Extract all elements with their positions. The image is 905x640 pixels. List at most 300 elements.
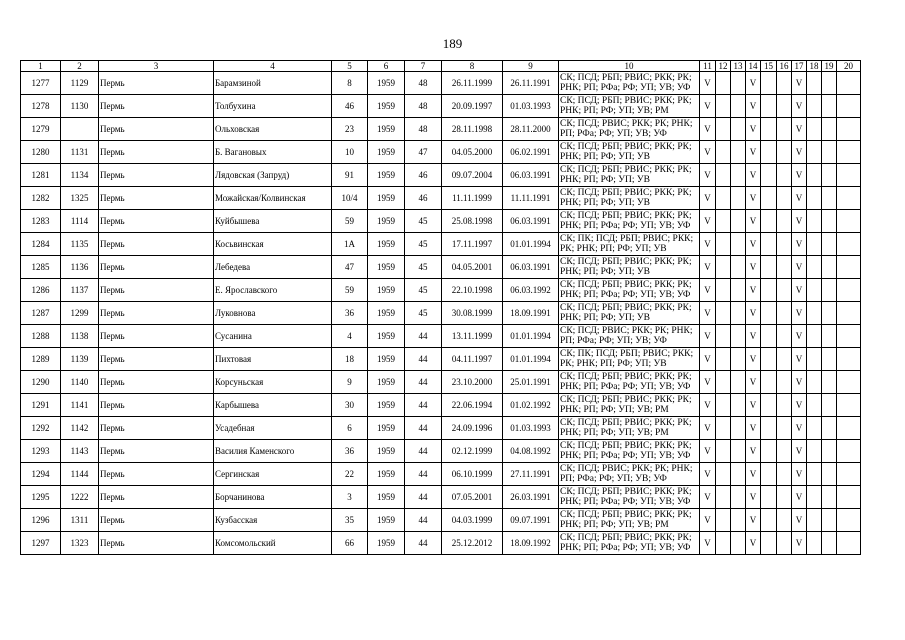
city: Пермь bbox=[99, 417, 214, 440]
mark-col-18 bbox=[807, 371, 822, 394]
mark-col-15 bbox=[761, 302, 777, 325]
date-1: 24.09.1996 bbox=[442, 417, 503, 440]
mark-col-16 bbox=[777, 371, 792, 394]
mark-col-11: V bbox=[700, 440, 716, 463]
year: 1959 bbox=[368, 118, 405, 141]
mark-col-20 bbox=[837, 325, 861, 348]
street: Толбухина bbox=[214, 95, 332, 118]
date-1: 22.06.1994 bbox=[442, 394, 503, 417]
record-id: 1114 bbox=[61, 210, 99, 233]
house-number: 18 bbox=[332, 348, 368, 371]
street: Кузбасская bbox=[214, 509, 332, 532]
mark-col-16 bbox=[777, 279, 792, 302]
record-id: 1140 bbox=[61, 371, 99, 394]
date-2: 26.03.1991 bbox=[503, 486, 559, 509]
mark-col-11: V bbox=[700, 118, 716, 141]
mark-col-14: V bbox=[746, 486, 761, 509]
year: 1959 bbox=[368, 509, 405, 532]
mark-col-19 bbox=[822, 118, 837, 141]
mark-col-16 bbox=[777, 348, 792, 371]
column-header-5: 5 bbox=[332, 61, 368, 72]
year: 1959 bbox=[368, 325, 405, 348]
operations: СК; ПСД; РБП; РВИС; РКК; РК; РНК; РП; РФ; УП; УВ bbox=[559, 141, 700, 164]
age: 45 bbox=[405, 279, 442, 302]
mark-col-11: V bbox=[700, 210, 716, 233]
mark-col-12 bbox=[716, 210, 731, 233]
column-header-15: 15 bbox=[761, 61, 777, 72]
mark-col-19 bbox=[822, 279, 837, 302]
mark-col-18 bbox=[807, 279, 822, 302]
mark-col-17: V bbox=[792, 509, 807, 532]
mark-col-17: V bbox=[792, 141, 807, 164]
mark-col-12 bbox=[716, 486, 731, 509]
record-id: 1311 bbox=[61, 509, 99, 532]
mark-col-19 bbox=[822, 348, 837, 371]
mark-col-17: V bbox=[792, 233, 807, 256]
date-2: 06.03.1992 bbox=[503, 279, 559, 302]
mark-col-17: V bbox=[792, 279, 807, 302]
record-number: 1288 bbox=[21, 325, 61, 348]
street: Косьвинская bbox=[214, 233, 332, 256]
date-2: 11.11.1991 bbox=[503, 187, 559, 210]
city: Пермь bbox=[99, 118, 214, 141]
table-row bbox=[21, 348, 861, 371]
mark-col-17: V bbox=[792, 486, 807, 509]
mark-col-16 bbox=[777, 486, 792, 509]
mark-col-19 bbox=[822, 141, 837, 164]
mark-col-11: V bbox=[700, 72, 716, 95]
mark-col-14: V bbox=[746, 302, 761, 325]
operations: СК; ПК; ПСД; РБП; РВИС; РКК; РК; РНК; РП; РФ; УП; УВ bbox=[559, 233, 700, 256]
street: Корсуньская bbox=[214, 371, 332, 394]
city: Пермь bbox=[99, 187, 214, 210]
mark-col-19 bbox=[822, 164, 837, 187]
mark-col-15 bbox=[761, 141, 777, 164]
city: Пермь bbox=[99, 394, 214, 417]
mark-col-20 bbox=[837, 302, 861, 325]
mark-col-19 bbox=[822, 532, 837, 555]
mark-col-20 bbox=[837, 440, 861, 463]
street: Комсомольский bbox=[214, 532, 332, 555]
column-header-16: 16 bbox=[777, 61, 792, 72]
table-row bbox=[21, 187, 861, 210]
mark-col-19 bbox=[822, 371, 837, 394]
record-number: 1277 bbox=[21, 72, 61, 95]
mark-col-15 bbox=[761, 210, 777, 233]
mark-col-13 bbox=[731, 302, 746, 325]
record-number: 1281 bbox=[21, 164, 61, 187]
mark-col-14: V bbox=[746, 210, 761, 233]
column-header-4: 4 bbox=[214, 61, 332, 72]
mark-col-15 bbox=[761, 95, 777, 118]
date-2: 01.01.1994 bbox=[503, 325, 559, 348]
year: 1959 bbox=[368, 486, 405, 509]
table-row bbox=[21, 394, 861, 417]
column-header-2: 2 bbox=[61, 61, 99, 72]
date-2: 01.01.1994 bbox=[503, 233, 559, 256]
mark-col-16 bbox=[777, 72, 792, 95]
street: Сусанина bbox=[214, 325, 332, 348]
house-number: 9 bbox=[332, 371, 368, 394]
mark-col-17: V bbox=[792, 95, 807, 118]
column-header-1: 1 bbox=[21, 61, 61, 72]
mark-col-11: V bbox=[700, 302, 716, 325]
street: Лебедева bbox=[214, 256, 332, 279]
year: 1959 bbox=[368, 532, 405, 555]
mark-col-15 bbox=[761, 164, 777, 187]
mark-col-17: V bbox=[792, 325, 807, 348]
mark-col-19 bbox=[822, 325, 837, 348]
age: 44 bbox=[405, 486, 442, 509]
mark-col-12 bbox=[716, 141, 731, 164]
mark-col-13 bbox=[731, 325, 746, 348]
house-number: 59 bbox=[332, 279, 368, 302]
mark-col-14: V bbox=[746, 233, 761, 256]
mark-col-17: V bbox=[792, 118, 807, 141]
mark-col-13 bbox=[731, 532, 746, 555]
city: Пермь bbox=[99, 348, 214, 371]
mark-col-18 bbox=[807, 141, 822, 164]
record-number: 1279 bbox=[21, 118, 61, 141]
year: 1959 bbox=[368, 141, 405, 164]
date-1: 04.03.1999 bbox=[442, 509, 503, 532]
table-row bbox=[21, 256, 861, 279]
record-number: 1290 bbox=[21, 371, 61, 394]
mark-col-18 bbox=[807, 210, 822, 233]
operations: СК; ПСД; РБП; РВИС; РКК; РК; РНК; РП; РФа; РФ; УП; УВ; УФ bbox=[559, 210, 700, 233]
city: Пермь bbox=[99, 532, 214, 555]
mark-col-16 bbox=[777, 302, 792, 325]
house-number: 23 bbox=[332, 118, 368, 141]
record-id: 1129 bbox=[61, 72, 99, 95]
mark-col-19 bbox=[822, 210, 837, 233]
city: Пермь bbox=[99, 440, 214, 463]
mark-col-15 bbox=[761, 509, 777, 532]
mark-col-11: V bbox=[700, 256, 716, 279]
mark-col-20 bbox=[837, 233, 861, 256]
mark-col-19 bbox=[822, 72, 837, 95]
street: Б. Вагановых bbox=[214, 141, 332, 164]
year: 1959 bbox=[368, 302, 405, 325]
year: 1959 bbox=[368, 371, 405, 394]
street: Василия Каменского bbox=[214, 440, 332, 463]
mark-col-17: V bbox=[792, 210, 807, 233]
mark-col-15 bbox=[761, 233, 777, 256]
mark-col-14: V bbox=[746, 440, 761, 463]
city: Пермь bbox=[99, 463, 214, 486]
column-header-12: 12 bbox=[716, 61, 731, 72]
mark-col-14: V bbox=[746, 417, 761, 440]
mark-col-13 bbox=[731, 463, 746, 486]
record-id: 1134 bbox=[61, 164, 99, 187]
mark-col-11: V bbox=[700, 325, 716, 348]
year: 1959 bbox=[368, 279, 405, 302]
mark-col-16 bbox=[777, 325, 792, 348]
operations: СК; ПСД; РВИС; РКК; РК; РНК; РП; РФа; РФ; УП; УВ; УФ bbox=[559, 325, 700, 348]
mark-col-20 bbox=[837, 463, 861, 486]
mark-col-12 bbox=[716, 532, 731, 555]
date-1: 04.05.2000 bbox=[442, 141, 503, 164]
mark-col-15 bbox=[761, 371, 777, 394]
column-header-9: 9 bbox=[503, 61, 559, 72]
mark-col-20 bbox=[837, 164, 861, 187]
table-row bbox=[21, 233, 861, 256]
city: Пермь bbox=[99, 95, 214, 118]
street: Ольховская bbox=[214, 118, 332, 141]
mark-col-16 bbox=[777, 417, 792, 440]
mark-col-11: V bbox=[700, 486, 716, 509]
mark-col-19 bbox=[822, 256, 837, 279]
record-number: 1297 bbox=[21, 532, 61, 555]
city: Пермь bbox=[99, 233, 214, 256]
column-header-13: 13 bbox=[731, 61, 746, 72]
house-number: 22 bbox=[332, 463, 368, 486]
operations: СК; ПСД; РБП; РВИС; РКК; РК; РНК; РП; РФ; УП; УВ bbox=[559, 256, 700, 279]
mark-col-20 bbox=[837, 256, 861, 279]
mark-col-18 bbox=[807, 118, 822, 141]
operations: СК; ПК; ПСД; РБП; РВИС; РКК; РК; РНК; РП; РФ; УП; УВ bbox=[559, 348, 700, 371]
date-2: 01.03.1993 bbox=[503, 417, 559, 440]
mark-col-18 bbox=[807, 394, 822, 417]
house-number: 36 bbox=[332, 302, 368, 325]
record-id: 1137 bbox=[61, 279, 99, 302]
city: Пермь bbox=[99, 72, 214, 95]
age: 44 bbox=[405, 325, 442, 348]
operations: СК; ПСД; РВИС; РКК; РК; РНК; РП; РФа; РФ; УП; УВ; УФ bbox=[559, 118, 700, 141]
mark-col-17: V bbox=[792, 348, 807, 371]
date-2: 06.03.1991 bbox=[503, 164, 559, 187]
age: 46 bbox=[405, 187, 442, 210]
date-1: 02.12.1999 bbox=[442, 440, 503, 463]
year: 1959 bbox=[368, 95, 405, 118]
registry-table bbox=[20, 60, 861, 555]
mark-col-14: V bbox=[746, 394, 761, 417]
mark-col-11: V bbox=[700, 187, 716, 210]
mark-col-20 bbox=[837, 509, 861, 532]
mark-col-15 bbox=[761, 463, 777, 486]
record-id: 1299 bbox=[61, 302, 99, 325]
table-row bbox=[21, 164, 861, 187]
age: 48 bbox=[405, 72, 442, 95]
record-number: 1287 bbox=[21, 302, 61, 325]
mark-col-18 bbox=[807, 302, 822, 325]
house-number: 8 bbox=[332, 72, 368, 95]
mark-col-12 bbox=[716, 256, 731, 279]
mark-col-12 bbox=[716, 440, 731, 463]
mark-col-12 bbox=[716, 187, 731, 210]
date-2: 18.09.1991 bbox=[503, 302, 559, 325]
year: 1959 bbox=[368, 72, 405, 95]
house-number: 10 bbox=[332, 141, 368, 164]
mark-col-20 bbox=[837, 371, 861, 394]
mark-col-16 bbox=[777, 440, 792, 463]
house-number: 36 bbox=[332, 440, 368, 463]
date-2: 18.09.1992 bbox=[503, 532, 559, 555]
mark-col-20 bbox=[837, 210, 861, 233]
date-2: 01.03.1993 bbox=[503, 95, 559, 118]
street: Карбышева bbox=[214, 394, 332, 417]
mark-col-14: V bbox=[746, 509, 761, 532]
mark-col-19 bbox=[822, 233, 837, 256]
mark-col-18 bbox=[807, 72, 822, 95]
record-number: 1284 bbox=[21, 233, 61, 256]
record-id: 1142 bbox=[61, 417, 99, 440]
mark-col-14: V bbox=[746, 463, 761, 486]
mark-col-19 bbox=[822, 486, 837, 509]
mark-col-13 bbox=[731, 233, 746, 256]
mark-col-12 bbox=[716, 348, 731, 371]
record-number: 1289 bbox=[21, 348, 61, 371]
age: 46 bbox=[405, 164, 442, 187]
mark-col-12 bbox=[716, 72, 731, 95]
mark-col-17: V bbox=[792, 187, 807, 210]
record-number: 1285 bbox=[21, 256, 61, 279]
mark-col-14: V bbox=[746, 371, 761, 394]
mark-col-14: V bbox=[746, 279, 761, 302]
mark-col-19 bbox=[822, 440, 837, 463]
mark-col-11: V bbox=[700, 532, 716, 555]
mark-col-14: V bbox=[746, 532, 761, 555]
date-1: 09.07.2004 bbox=[442, 164, 503, 187]
mark-col-11: V bbox=[700, 463, 716, 486]
operations: СК; ПСД; РБП; РВИС; РКК; РК; РНК; РП; РФ; УП; УВ; РМ bbox=[559, 394, 700, 417]
city: Пермь bbox=[99, 371, 214, 394]
record-id: 1143 bbox=[61, 440, 99, 463]
mark-col-11: V bbox=[700, 233, 716, 256]
age: 45 bbox=[405, 233, 442, 256]
street: Борчанинова bbox=[214, 486, 332, 509]
date-2: 06.02.1991 bbox=[503, 141, 559, 164]
mark-col-12 bbox=[716, 164, 731, 187]
date-1: 11.11.1999 bbox=[442, 187, 503, 210]
house-number: 1А bbox=[332, 233, 368, 256]
mark-col-13 bbox=[731, 256, 746, 279]
city: Пермь bbox=[99, 210, 214, 233]
record-number: 1282 bbox=[21, 187, 61, 210]
date-1: 30.08.1999 bbox=[442, 302, 503, 325]
mark-col-13 bbox=[731, 509, 746, 532]
mark-col-12 bbox=[716, 302, 731, 325]
operations: СК; ПСД; РБП; РВИС; РКК; РК; РНК; РП; РФа; РФ; УП; УВ; УФ bbox=[559, 440, 700, 463]
mark-col-17: V bbox=[792, 532, 807, 555]
column-header-6: 6 bbox=[368, 61, 405, 72]
mark-col-18 bbox=[807, 463, 822, 486]
age: 44 bbox=[405, 463, 442, 486]
age: 44 bbox=[405, 394, 442, 417]
mark-col-14: V bbox=[746, 187, 761, 210]
mark-col-14: V bbox=[746, 118, 761, 141]
mark-col-17: V bbox=[792, 256, 807, 279]
record-number: 1295 bbox=[21, 486, 61, 509]
operations: СК; ПСД; РБП; РВИС; РКК; РК; РНК; РП; РФ; УП; УВ; РМ bbox=[559, 509, 700, 532]
mark-col-13 bbox=[731, 394, 746, 417]
mark-col-15 bbox=[761, 187, 777, 210]
mark-col-17: V bbox=[792, 371, 807, 394]
mark-col-17: V bbox=[792, 72, 807, 95]
city: Пермь bbox=[99, 164, 214, 187]
record-number: 1291 bbox=[21, 394, 61, 417]
mark-col-17: V bbox=[792, 164, 807, 187]
mark-col-12 bbox=[716, 233, 731, 256]
operations: СК; ПСД; РБП; РВИС; РКК; РК; РНК; РП; РФ; УП; УВ bbox=[559, 187, 700, 210]
mark-col-19 bbox=[822, 509, 837, 532]
record-id bbox=[61, 118, 99, 141]
date-1: 26.11.1999 bbox=[442, 72, 503, 95]
mark-col-16 bbox=[777, 463, 792, 486]
date-1: 06.10.1999 bbox=[442, 463, 503, 486]
street: Сергинская bbox=[214, 463, 332, 486]
mark-col-19 bbox=[822, 394, 837, 417]
street: Куйбышева bbox=[214, 210, 332, 233]
street: Барамзиной bbox=[214, 72, 332, 95]
record-id: 1138 bbox=[61, 325, 99, 348]
mark-col-15 bbox=[761, 118, 777, 141]
column-header-20: 20 bbox=[837, 61, 861, 72]
table-row bbox=[21, 210, 861, 233]
city: Пермь bbox=[99, 325, 214, 348]
year: 1959 bbox=[368, 233, 405, 256]
city: Пермь bbox=[99, 486, 214, 509]
date-1: 23.10.2000 bbox=[442, 371, 503, 394]
mark-col-16 bbox=[777, 164, 792, 187]
column-header-7: 7 bbox=[405, 61, 442, 72]
record-number: 1296 bbox=[21, 509, 61, 532]
table-row bbox=[21, 302, 861, 325]
record-id: 1139 bbox=[61, 348, 99, 371]
mark-col-18 bbox=[807, 256, 822, 279]
record-id: 1131 bbox=[61, 141, 99, 164]
mark-col-11: V bbox=[700, 394, 716, 417]
record-id: 1222 bbox=[61, 486, 99, 509]
house-number: 30 bbox=[332, 394, 368, 417]
mark-col-20 bbox=[837, 348, 861, 371]
mark-col-20 bbox=[837, 141, 861, 164]
column-header-3: 3 bbox=[99, 61, 214, 72]
record-id: 1130 bbox=[61, 95, 99, 118]
year: 1959 bbox=[368, 187, 405, 210]
record-number: 1292 bbox=[21, 417, 61, 440]
mark-col-13 bbox=[731, 486, 746, 509]
mark-col-15 bbox=[761, 486, 777, 509]
date-2: 01.02.1992 bbox=[503, 394, 559, 417]
mark-col-16 bbox=[777, 394, 792, 417]
mark-col-19 bbox=[822, 95, 837, 118]
age: 44 bbox=[405, 417, 442, 440]
house-number: 4 bbox=[332, 325, 368, 348]
record-id: 1144 bbox=[61, 463, 99, 486]
date-2: 26.11.1991 bbox=[503, 72, 559, 95]
age: 44 bbox=[405, 440, 442, 463]
street: Е. Ярославского bbox=[214, 279, 332, 302]
mark-col-19 bbox=[822, 187, 837, 210]
street: Можайская/Колвинская bbox=[214, 187, 332, 210]
table-row bbox=[21, 141, 861, 164]
mark-col-14: V bbox=[746, 72, 761, 95]
operations: СК; ПСД; РБП; РВИС; РКК; РК; РНК; РП; РФ; УП; УВ bbox=[559, 164, 700, 187]
table-row bbox=[21, 118, 861, 141]
record-number: 1280 bbox=[21, 141, 61, 164]
age: 48 bbox=[405, 95, 442, 118]
house-number: 59 bbox=[332, 210, 368, 233]
age: 47 bbox=[405, 141, 442, 164]
mark-col-16 bbox=[777, 509, 792, 532]
mark-col-12 bbox=[716, 95, 731, 118]
date-2: 27.11.1991 bbox=[503, 463, 559, 486]
mark-col-16 bbox=[777, 118, 792, 141]
table-row bbox=[21, 440, 861, 463]
mark-col-16 bbox=[777, 95, 792, 118]
table-row bbox=[21, 532, 861, 555]
